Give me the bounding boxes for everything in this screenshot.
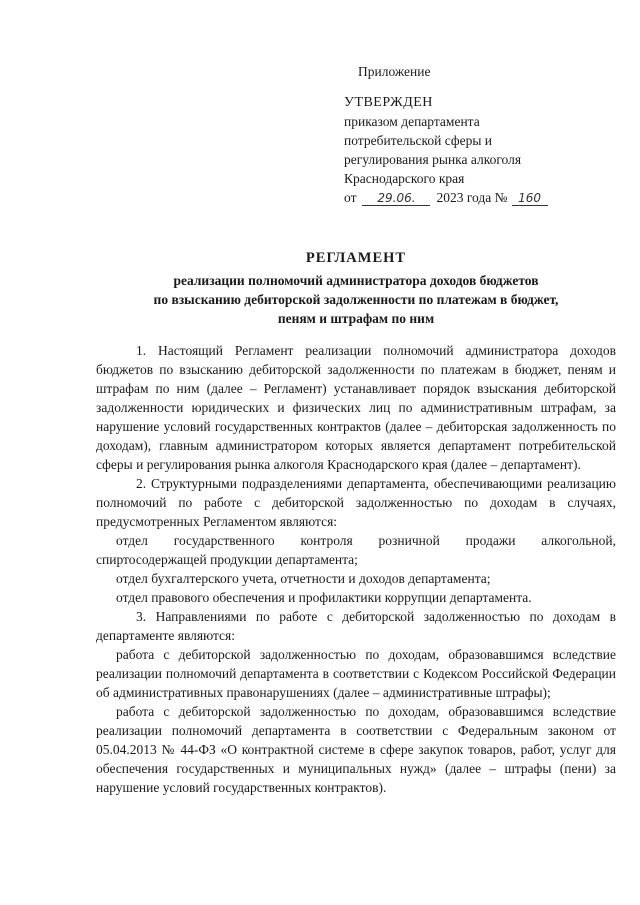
list-item: отдел правового обеспечения и профилактики коррупции департамента. xyxy=(116,590,532,605)
list-item: работа с дебиторской задолженностью по доходам, образовавшимся вследствие реализации полномочий департамента в соответствии с Кодексом Российской Федерации об административных правонарушениях (далее – административные штрафы); xyxy=(96,647,616,700)
approval-line: потребительской сферы и xyxy=(344,133,493,148)
year-text: 2023 года № xyxy=(436,190,508,205)
list-item: отдел бухгалтерского учета, отчетности и доходов департамента; xyxy=(116,571,491,586)
approval-line: регулирования рынка алкоголя xyxy=(344,152,522,167)
approved-label: УТВЕРЖДЕН xyxy=(344,95,433,110)
order-date-line xyxy=(344,188,614,207)
appendix-label: Приложение xyxy=(358,64,431,79)
list-item: работа с дебиторской задолженностью по доходам, образовавшимся вследствие реализации полномочий департамента в соответствии с Федеральным законом от 05.04.2013 № 44-ФЗ «О контрактной системе в сфере закупок товаров, работ, услуг для обеспечения государственных и муниципальных нужд» (далее – штрафы (пени) за нарушение условий государственных контрактов). xyxy=(96,704,616,795)
list-item: отдел государственного контроля розничной продажи алкогольной, спиртосодержащей продукции департамента; xyxy=(96,533,616,567)
date-prefix: от xyxy=(344,190,357,205)
approval-line: Краснодарского края xyxy=(344,171,465,186)
paragraph-2: 2. Структурными подразделениями департамента, обеспечивающими реализацию полномочий по работе с дебиторской задолженностью по доходам в случаях, предусмотренных Регламентом являются: xyxy=(96,476,616,529)
title-subtitle-line: пеням и штрафам по ним xyxy=(277,311,435,326)
document-body xyxy=(96,341,616,797)
title-subtitle-line: реализации полномочий администратора доходов бюджетов xyxy=(173,273,539,288)
approval-block xyxy=(344,62,614,207)
paragraph-1: 1. Настоящий Регламент реализации полномочий администратора доходов бюджетов по взысканию дебиторской задолженности по платежам в бюджет, пеням и штрафам по ним (далее – Регламент) устанавливает порядок взыскания дебиторской задолженности юридических и физических лиц по административным штрафам, за нарушение условий государственных контрактов (далее – дебиторская задолженность по доходам), главным администратором которых является департамент потребительской сферы и регулирования рынка алкоголя Краснодарского края (далее – департамент). xyxy=(96,343,616,472)
title-subtitle-line: по взысканию дебиторской задолженности по платежам в бюджет, xyxy=(153,292,559,307)
handwritten-order-number: 160 xyxy=(512,191,548,206)
handwritten-date: 29.06. xyxy=(362,191,430,206)
document-heading: РЕГЛАМЕНТ xyxy=(305,250,407,266)
regulation-title xyxy=(96,249,616,328)
approval-line: приказом департамента xyxy=(344,114,480,129)
paragraph-3: 3. Направлениями по работе с дебиторской задолженностью по доходам в департаменте являются: xyxy=(96,609,616,643)
